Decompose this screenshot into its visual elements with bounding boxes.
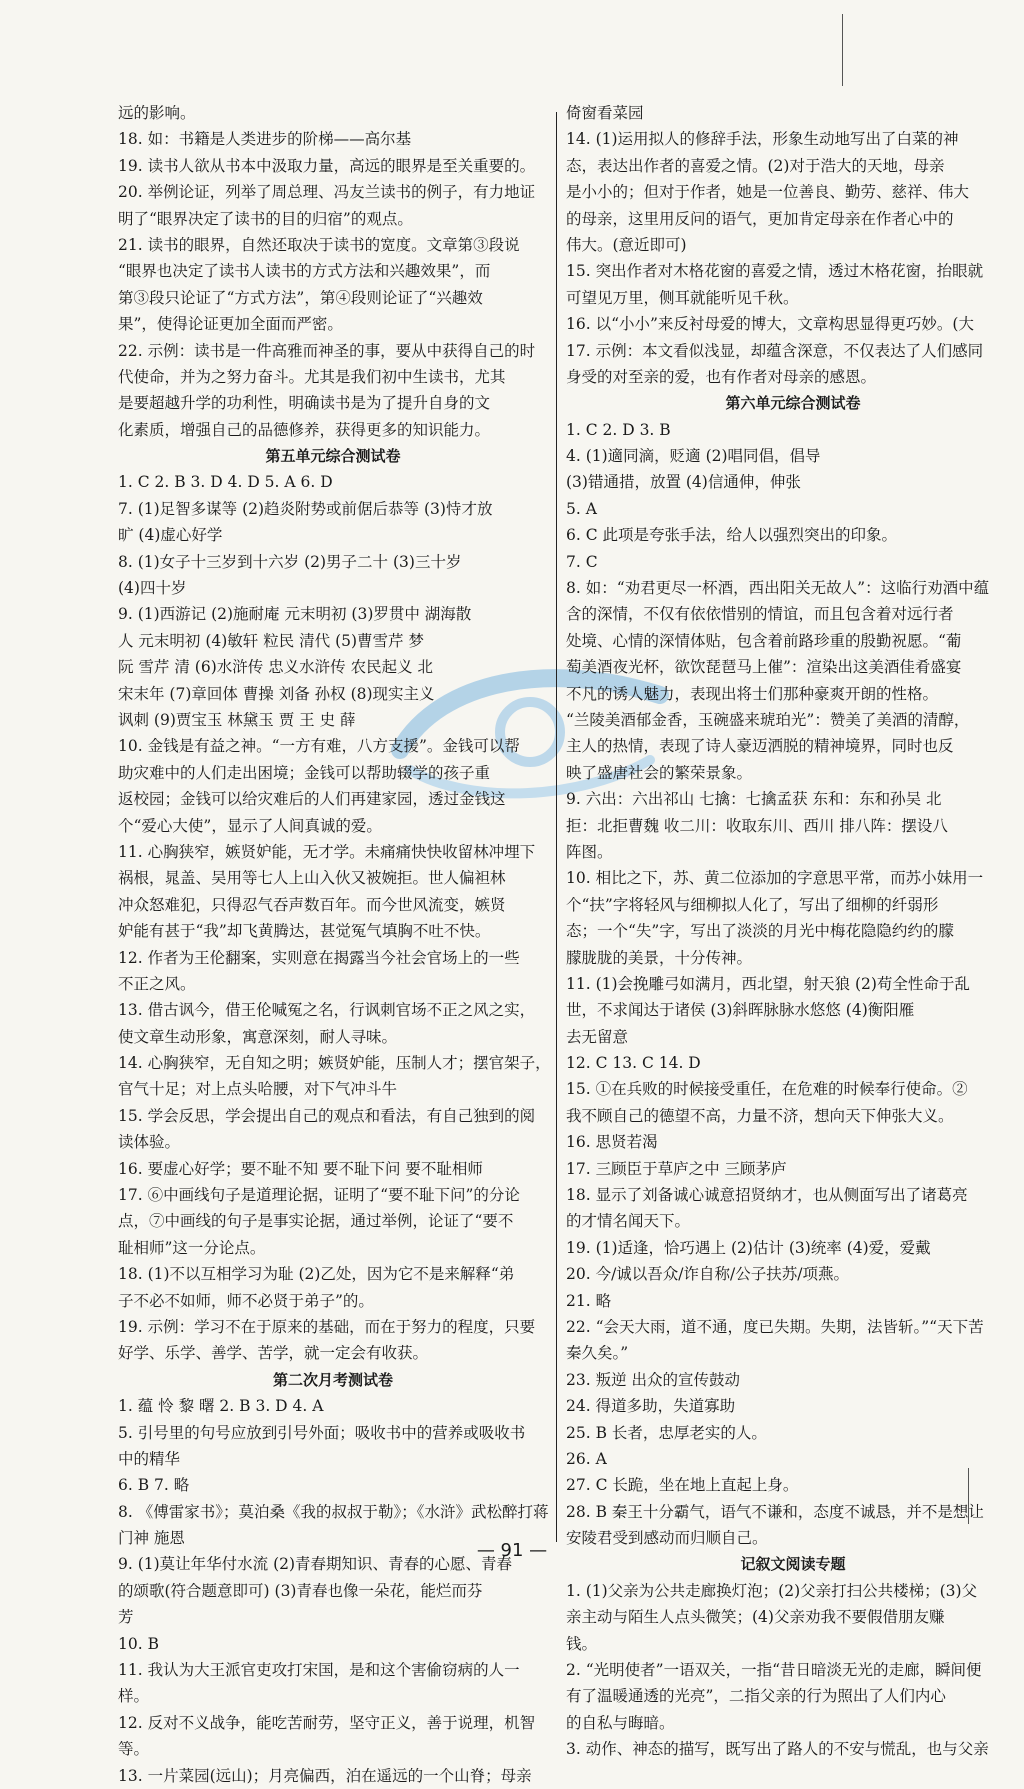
answer-line: 25. B 长者，忠厚老实的人。 — [566, 1423, 767, 1442]
answer-line: 是小小的；但对于作者，她是一位善良、勤劳、慈祥、伟大 — [566, 183, 970, 202]
answer-line: 个“爱心大使”，显示了人间真诚的爱。 — [118, 816, 382, 835]
answer-line: 态，表达出作者的喜爱之情。(2)对于浩大的天地，母亲 — [566, 156, 945, 175]
answer-line: 18. 如：书籍是人类进步的阶梯——高尔基 — [118, 130, 412, 149]
answer-line: 耻相师”这一分论点。 — [118, 1238, 266, 1257]
answer-line: 不凡的诱人魅力，表现出将士们那种豪爽开朗的性格。 — [566, 684, 939, 703]
answer-line: 秦久矣。” — [566, 1344, 629, 1363]
answer-line: 有了温暖通透的光亮”，二指父亲的行为照出了人们内心 — [566, 1687, 946, 1706]
answer-line: 拒：北拒曹魏 收二川：收取东川、西川 排八阵：摆设八 — [566, 816, 948, 835]
answer-line: 阮 雪芹 清 (6)水浒传 忠义水浒传 农民起义 北 — [118, 658, 434, 677]
answer-line: “眼界也决定了读书人读书的方式方法和兴趣效果”，而 — [118, 262, 491, 281]
answer-line: 9. (1)莫让年华付水流 (2)青春期知识、青春的心愿、青春 — [118, 1555, 513, 1574]
answer-line: 旷 (4)虚心好学 — [118, 526, 223, 545]
answer-line: 亲主动与陌生人点头微笑；(4)父亲劝我不要假借朋友赚 — [566, 1608, 945, 1627]
answer-line: 17. 三顾臣于草庐之中 三顾茅庐 — [566, 1159, 787, 1178]
answer-line: 可望见万里，侧耳就能听见千秋。 — [566, 288, 799, 307]
answer-line: 10. B — [118, 1634, 159, 1653]
answer-line: 16. 以“小小”来反衬母爱的博大，文章构思显得更巧妙。(大 — [566, 315, 974, 334]
answer-line: 17. 示例：本文看似浅显，却蕴含深意，不仅表达了人们感同 — [566, 341, 984, 360]
section-heading: 第五单元综合测试卷 — [265, 447, 401, 466]
answer-line: 12. 作者为王伦翻案，实则意在揭露当今社会官场上的一些 — [118, 948, 520, 967]
answer-line: 的颂歌(符合题意即可) (3)青春也像一朵花，能烂而芬 — [118, 1581, 483, 1600]
answer-line: “兰陵美酒郁金香，玉碗盛来琥珀光”：赞美了美酒的清醇， — [566, 710, 970, 729]
answer-line: (4)四十岁 — [118, 579, 187, 598]
answer-line: 安陵君受到感动而归顺自己。 — [566, 1529, 768, 1548]
answer-line: 不正之风。 — [118, 974, 196, 993]
answer-line: 好学、乐学、善学、苦学，就一定会有收获。 — [118, 1344, 429, 1363]
answer-line: 代使命，并为之努力奋斗。尤其是我们初中生读书，尤其 — [118, 367, 506, 386]
answer-line: 11. (1)会挽雕弓如满月，西北望，射天狼 (2)苟全性命于乱 — [566, 974, 970, 993]
section-heading: 记叙文阅读专题 — [740, 1555, 846, 1574]
answer-line: 13. 借古讽今，借王伦喊冤之名，行讽刺官场不正之风之实， — [118, 1001, 536, 1020]
answer-line: 伟大。(意近即可) — [566, 235, 687, 254]
answer-line: 的母亲，这里用反问的语气，更加肯定母亲在作者心中的 — [566, 209, 954, 228]
right-column — [566, 100, 1020, 1763]
answer-line: 助灾难中的人们走出困境；金钱可以帮助辍学的孩子重 — [118, 763, 491, 782]
answer-line: 使文章生动形象，寓意深刻，耐人寻味。 — [118, 1027, 398, 1046]
answer-line: 21. 读书的眼界，自然还取决于读书的宽度。文章第③段说 — [118, 235, 520, 254]
answer-line: 7. C — [566, 552, 598, 571]
answer-line: 15. ①在兵败的时候接受重任，在危难的时候奉行使命。② — [566, 1080, 968, 1099]
answer-line: 映了盛唐社会的繁荣景象。 — [566, 763, 753, 782]
answer-line: 等。 — [118, 1740, 150, 1759]
answer-line: 21. 略 — [566, 1291, 612, 1310]
answer-line: 去无留意 — [566, 1027, 629, 1046]
answer-line: 9. 六出：六出祁山 七擒：七擒孟获 东和：东和孙吴 北 — [566, 790, 942, 809]
answer-line: 果”，使得论证更加全面而严密。 — [118, 315, 343, 334]
answer-line: 钱。 — [566, 1634, 598, 1653]
answer-line: 处境、心情的深情体贴，包含着前路珍重的殷勤祝愿。“葡 — [566, 631, 962, 650]
answer-line: 化素质，增强自己的品德修养，获得更多的知识能力。 — [118, 420, 491, 439]
answer-line: 点，⑦中画线的句子是事实论据，通过举例，论证了“要不 — [118, 1212, 514, 1231]
answer-line: 官气十足；对上点头哈腰，对下气冲斗牛 — [118, 1080, 398, 1099]
answer-line: 萄美酒夜光杯，欲饮琵琶马上催”：渲染出这美酒佳肴盛宴 — [566, 658, 962, 677]
answer-line: 4. (1)適同滴，贬適 (2)唱同倡，倡导 — [566, 447, 821, 466]
answer-line: 6. C 此项是夸张手法，给人以强烈突出的印象。 — [566, 526, 898, 545]
answer-line: 身受的对至亲的爱，也有作者对母亲的感恩。 — [566, 367, 877, 386]
answer-line: 我不顾自己的德望不高，力量不济，想向天下伸张大义。 — [566, 1106, 954, 1125]
answer-line: 24. 得道多助，失道寡助 — [566, 1397, 736, 1416]
column-divider — [556, 112, 557, 1542]
answer-line: 8. (1)女子十三岁到十六岁 (2)男子二十 (3)三十岁 — [118, 552, 462, 571]
page-number: — 91 — — [476, 1540, 548, 1561]
answer-line: 20. 今/诚以吾众/诈自称/公子扶苏/项燕。 — [566, 1265, 849, 1284]
answer-line: 讽刺 (9)贾宝玉 林黛玉 贾 王 史 薛 — [118, 710, 356, 729]
answer-line: 19. (1)适逢，恰巧遇上 (2)估计 (3)统率 (4)爱，爱戴 — [566, 1238, 931, 1257]
answer-line: 27. C 长跪，坐在地上直起上身。 — [566, 1476, 799, 1495]
answer-line: 22. 示例：读书是一件高雅而神圣的事，要从中获得自己的时 — [118, 341, 536, 360]
answer-line: 1. C 2. B 3. D 4. D 5. A 6. D — [118, 473, 333, 492]
answer-line: 主人的热情，表现了诗人豪迈洒脱的精神境界，同时也反 — [566, 737, 954, 756]
answer-line: 19. 读书人欲从书本中汲取力量，高远的眼界是至关重要的。 — [118, 156, 536, 175]
answer-line: 态；一个“失”字，写出了淡淡的月光中梅花隐隐约约的朦 — [566, 922, 954, 941]
answer-line: 13. 一片菜园(远山)；月亮偏西，泊在遥远的一个山脊；母亲 — [118, 1766, 532, 1785]
answer-line: 读体验。 — [118, 1133, 181, 1152]
answer-line: 祸根，晁盖、吴用等七人上山入伙又被婉拒。世人偏袒林 — [118, 869, 506, 888]
answer-line: 5. A — [566, 499, 597, 518]
answer-line: 14. (1)运用拟人的修辞手法，形象生动地写出了白菜的神 — [566, 130, 959, 149]
section-heading: 第六单元综合测试卷 — [725, 394, 861, 413]
answer-line: 17. ⑥中画线句子是道理论据，证明了“要不耻下问”的分论 — [118, 1186, 520, 1205]
answer-line: 8. 《傅雷家书》；莫泊桑《我的叔叔于勒》；《水浒》武松醉打蒋 — [118, 1502, 549, 1521]
answer-line: 14. 心胸狭窄，无自知之明；嫉贤妒能，压制人才；摆官架子， — [118, 1054, 551, 1073]
answer-line: 阵图。 — [566, 842, 613, 861]
answer-line: 中的精华 — [118, 1449, 181, 1468]
answer-line: 5. 引号里的句号应放到引号外面；吸收书中的营养或吸收书 — [118, 1423, 526, 1442]
answer-line: 含的深情，不仅有依依惜别的情谊，而且包含着对远行者 — [566, 605, 954, 624]
answer-line: 1. 蕴 怜 黎 曙 2. B 3. D 4. A — [118, 1397, 324, 1416]
answer-line: 9. (1)西游记 (2)施耐庵 元末明初 (3)罗贯中 湖海散 — [118, 605, 472, 624]
left-column — [118, 100, 551, 1789]
answer-line: 7. (1)足智多谋等 (2)趋炎附势或前倨后恭等 (3)恃才放 — [118, 499, 493, 518]
answer-line: 10. 金钱是有益之神。“一方有难，八方支援”。金钱可以帮 — [118, 737, 520, 756]
answer-line: 妒能有甚于“我”却飞黄腾达，甚觉冤气填胸不吐不快。 — [118, 922, 491, 941]
section-heading: 第二次月考测试卷 — [272, 1370, 393, 1389]
answer-line: 16. 思贤若渴 — [566, 1133, 658, 1152]
answer-line: 18. (1)不以互相学习为耻 (2)乙处，因为它不是来解释“弟 — [118, 1265, 515, 1284]
answer-line: 28. B 秦王十分霸气，语气不谦和，态度不诚恳，并不是想让 — [566, 1502, 984, 1521]
answer-line: 冲众怒难犯，只得忍气吞声数百年。而今世风流变，嫉贤 — [118, 895, 506, 914]
answer-line: 芳 — [118, 1608, 134, 1627]
answer-line: (3)错通措，放置 (4)信通伸，伸张 — [566, 473, 801, 492]
answer-line: 的自私与晦暗。 — [566, 1713, 675, 1732]
answer-line: 朦胧胧的美景，十分传神。 — [566, 948, 753, 967]
answer-line: 宋末年 (7)章回体 曹操 刘备 孙权 (8)现实主义 — [118, 684, 435, 703]
answer-line: 20. 举例论证，列举了周总理、冯友兰读书的例子，有力地证 — [118, 183, 536, 202]
answer-line: 11. 我认为大王派官吏攻打宋国，是和这个害偷窃病的人一 — [118, 1661, 520, 1680]
answer-line: 18. 显示了刘备诚心诚意招贤纳才，也从侧面写出了诸葛亮 — [566, 1186, 968, 1205]
answer-line: 第③段只论证了“方式方法”，第④段则论证了“兴趣效 — [118, 288, 483, 307]
answer-line: 返校园；金钱可以给灾难后的人们再建家园，透过金钱这 — [118, 790, 506, 809]
answer-line: 子不必不如师，师不必贤于弟子”的。 — [118, 1291, 374, 1310]
answer-line: 倚窗看菜园 — [566, 104, 644, 122]
answer-line: 世，不求闻达于诸侯 (3)斜晖脉脉水悠悠 (4)衡阳雁 — [566, 1001, 915, 1020]
answer-line: 2. “光明使者”一语双关，一指“昔日暗淡无光的走廊，瞬间便 — [566, 1661, 982, 1680]
scan-edge-mark — [968, 1468, 969, 1524]
answer-line: 22. “会天大雨，道不通，度已失期。失期，法皆斩。”“天下苦 — [566, 1317, 984, 1336]
scan-edge-mark — [842, 14, 843, 86]
answer-line: 人 元末明初 (4)敏轩 粒民 清代 (5)曹雪芹 梦 — [118, 631, 424, 650]
answer-line: 26. A — [566, 1449, 607, 1468]
answer-line: 23. 叛逆 出众的宣传鼓动 — [566, 1370, 741, 1389]
answer-line: 6. B 7. 略 — [118, 1476, 190, 1495]
answer-line: 15. 学会反思，学会提出自己的观点和看法，有自己独到的阅 — [118, 1106, 536, 1125]
answer-line: 样。 — [118, 1687, 150, 1706]
answer-line: 12. C 13. C 14. D — [566, 1054, 701, 1073]
answer-line: 19. 示例：学习不在于原来的基础，而在于努力的程度，只要 — [118, 1317, 536, 1336]
answer-line: 10. 相比之下，苏、黄二位添加的字意思平常，而苏小妹用一 — [566, 869, 984, 888]
answer-line: 远的影响。 — [118, 104, 196, 122]
answer-line: 门神 施恩 — [118, 1529, 185, 1548]
answer-line: 1. C 2. D 3. B — [566, 420, 671, 439]
answer-line: 16. 要虚心好学；要不耻不知 要不耻下问 要不耻相师 — [118, 1159, 483, 1178]
answer-line: 3. 动作、神态的描写，既写出了路人的不安与慌乱，也与父亲 — [566, 1740, 989, 1759]
answer-line: 15. 突出作者对木格花窗的喜爱之情，透过木格花窗，抬眼就 — [566, 262, 984, 281]
answer-line: 11. 心胸狭窄，嫉贤妒能，无才学。未痛痛快快收留林冲埋下 — [118, 842, 536, 861]
answer-line: 个“扶”字将轻风与细柳拟人化了，写出了细柳的纤弱形 — [566, 895, 939, 914]
answer-line: 12. 反对不义战争，能吃苦耐劳，坚守正义，善于说理，机智 — [118, 1713, 536, 1732]
answer-line: 8. 如：“劝君更尽一杯酒，西出阳关无故人”：这临行劝酒中蕴 — [566, 579, 990, 598]
answer-line: 的才情名闻天下。 — [566, 1212, 691, 1231]
answer-line: 明了“眼界决定了读书的目的归宿”的观点。 — [118, 209, 413, 228]
answer-line: 1. (1)父亲为公共走廊换灯泡；(2)父亲打扫公共楼梯；(3)父 — [566, 1581, 978, 1600]
answer-line: 是要超越升学的功利性，明确读书是为了提升自身的文 — [118, 394, 491, 413]
